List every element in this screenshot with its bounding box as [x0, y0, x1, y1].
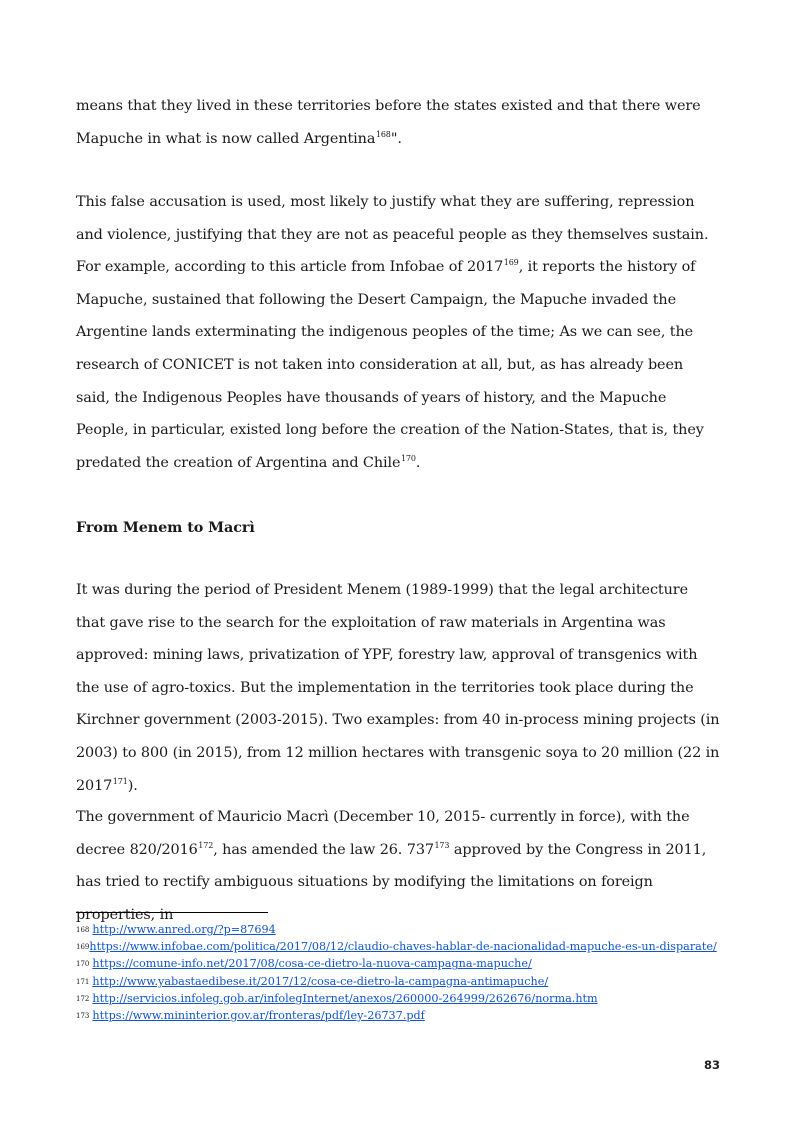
paragraph-3-text: It was during the period of President Menem (1989-1999) that the legal architecture that gave rise to the search for the exploitation of raw materials in Argentina was approved: mining laws, privatization of YPF, forestry law, approval of transgenics with the use of agro-toxics. But the implementation in the territories took place during the Kirchner government (2003-2015). Two examples: from 40 in-process mining projects (in 2003) to 800 (in 2015), from 12 million hectares with transgenic soya to 20 million (22 in 2017: [76, 582, 720, 794]
footnote-number: 171: [76, 977, 90, 986]
paragraph-1-text: means that they lived in these territories before the states existed and that there were Mapuche in what is now called Argentina: [76, 98, 701, 147]
footnote-ref-171[interactable]: 171: [112, 776, 128, 786]
footnote-number: 172: [76, 994, 90, 1003]
paragraph-4-text-cont: , has amended the law 26. 737: [213, 841, 434, 858]
footnote-ref-172[interactable]: 172: [198, 840, 214, 850]
page-number: 83: [703, 1058, 720, 1072]
paragraph-4-text: The government of Mauricio Macrì (December 10, 2015- currently in force), with the decree 820/2016: [76, 809, 690, 858]
paragraph-2: [76, 186, 720, 479]
footnote-ref-169[interactable]: 169: [503, 258, 519, 268]
paragraph-3: [76, 574, 720, 802]
footnote-170: [76, 955, 720, 972]
footnote-ref-173[interactable]: 173: [434, 840, 450, 850]
paragraph-2-text: This false accusation is used, most likely to justify what they are suffering, repression and violence, justifying that they are not as peaceful people as they themselves sustain. For example, according to this article from Infobae of 2017: [76, 194, 709, 276]
footnote-ref-170[interactable]: 170: [400, 453, 416, 463]
footnote-number: 173: [76, 1012, 90, 1021]
paragraph-2-text-end: .: [415, 454, 421, 471]
footnote-ref-168[interactable]: 168: [375, 129, 391, 139]
paragraph-4-text-end: approved by the Congress in 2011, has tried to rectify ambiguous situations by modifying the limitations on foreign properties, in: [76, 841, 707, 923]
footnote-link[interactable]: https://www.infobae.com/politica/2017/08/12/claudio-chaves-hablar-de-nacionalidad-mapuche-es-un-disparate/: [89, 940, 717, 954]
footnotes: [76, 921, 720, 1024]
footnote-link[interactable]: http://www.anred.org/?p=87694: [92, 923, 276, 936]
footnote-number: 169: [76, 943, 90, 952]
footnote-169: [76, 938, 720, 955]
paragraph-1-text-end: ".: [390, 130, 402, 147]
footnote-173: [76, 1007, 720, 1024]
footnote-link[interactable]: http://servicios.infoleg.gob.ar/infolegInternet/anexos/260000-264999/262676/norma.htm: [92, 991, 598, 1005]
footnote-separator: [76, 912, 268, 913]
paragraph-1: [76, 90, 720, 155]
footnote-link[interactable]: https://comune-info.net/2017/08/cosa-ce-dietro-la-nuova-campagna-mapuche/: [92, 957, 532, 971]
footnote-172: [76, 990, 720, 1007]
section-heading: From Menem to Macrì: [76, 519, 255, 536]
paragraph-2-text-cont: , it reports the history of Mapuche, sustained that following the Desert Campaign, the Mapuche invaded the Argentine lands exterminating the indigenous peoples of the time; As we can see, the research of CONICET is not taken into consideration at all, but, as has already been said, the Indigenous Peoples have thousands of years of history, and the Mapuche People, in particular, existed long before the creation of the Nation-States, that is, they predated the creation of Argentina and Chile: [76, 259, 704, 471]
footnote-number: 170: [76, 960, 90, 969]
footnote-171: [76, 973, 720, 990]
footnote-link[interactable]: https://www.mininterior.gov.ar/fronteras/pdf/ley-26737.pdf: [92, 1009, 425, 1023]
paragraph-3-text-end: ).: [127, 777, 138, 794]
footnote-168: [76, 921, 720, 938]
footnote-number: 168: [76, 926, 90, 934]
footnote-link[interactable]: http://www.yabastaedibese.it/2017/12/cosa-ce-dietro-la-campagna-antimapuche/: [92, 974, 549, 988]
